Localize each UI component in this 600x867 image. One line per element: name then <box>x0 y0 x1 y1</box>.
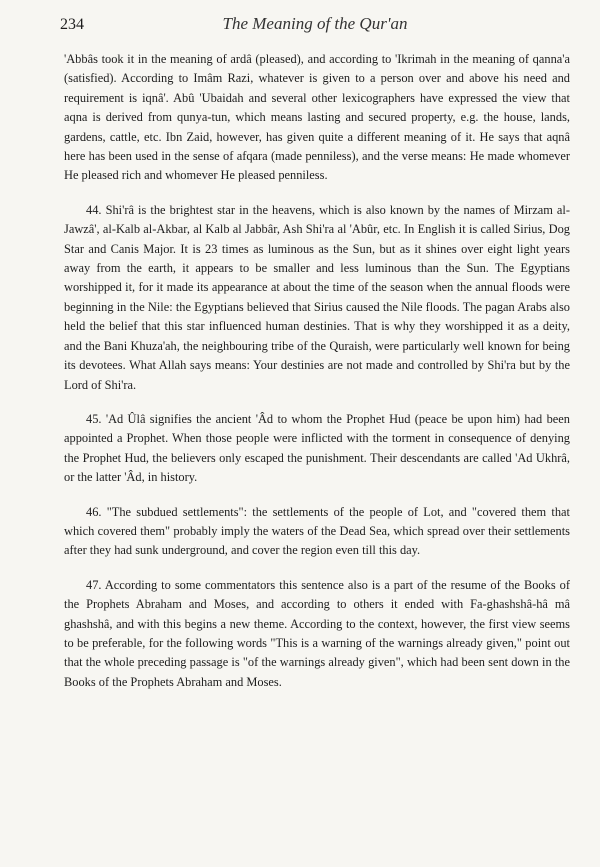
note-44: 44. Shi'râ is the brightest star in the heavens, which is also known by the names of Mirzam al- Jawzâ', al-Kalb al-Akbar, al Kalb al Jabbâr, Ash Shi'ra al 'Abûr, etc. In English it is called Sirius, Dog Star and Canis Major. It is 23 times as luminous as the Sun, but as it shines over eight light years away from the earth, it appears to be smaller and less luminous than the Sun. The Egyptians worshipped it, for it made its appearance at about the time of the season when the annual floods were beginning in the Nile: the Egyptians believed that Sirius caused the Nile floods. The pagan Arabs also held the belief that this star influenced human destinies. That is why they worshipped it as a deity, and the Bani Khuza'ah, the neighbouring tribe of the Quraish, were particularly well known for being its devotees. What Allah says means: Your destinies are not made and controlled by Shi'ra but by the Lord of Shi'ra. <box>64 202 570 392</box>
note-46: 46. "The subdued settlements": the settlements of the people of Lot, and "covered them that which covered them" probably imply the waters of the Dead Sea, which spread over their settlements after they had sunk underground, and cover the region even till this day. <box>64 504 570 558</box>
paragraph-continuation: 'Abbâs took it in the meaning of ardâ (pleased), and according to 'Ikrimah in the meaning of qanna'a (satisfied). According to Imâm Razi, whatever is given to a person over and above his need and requirement is iqnâ'. Abû 'Ubaidah and several other lexicographers have expressed the view that aqna is derived from qunya-tun, which means lasting and secured property, e.g. the house, lands, gardens, cattle, etc. Ibn Zaid, however, has given quite a different meaning of it. He says that aqnâ here has been used in the sense of afqara (made penniless), and the verse means: He made whomever He pleased rich and whomever He pleased penniless. <box>64 52 570 183</box>
page-number: 234 <box>60 16 84 33</box>
running-title: The Meaning of the Qur'an <box>222 14 408 33</box>
note-45: 45. 'Ad Ûlâ signifies the ancient 'Âd to whom the Prophet Hud (peace be upon him) had been appointed a Prophet. When those people were inflicted with the torment in consequence of denying the Prophet Hud, the believers only escaped the punishment. Their descendants are called 'Ad Ukhrâ, or the latter 'Âd, in history. <box>64 411 570 485</box>
page-body <box>64 50 570 692</box>
page-header <box>60 12 570 36</box>
note-47: 47. According to some commentators this sentence also is a part of the resume of the Books of the Prophets Abraham and Moses, and according to others it ended with Fa-ghashshâ-hâ mâ ghashshâ, and with this begins a new theme. According to the context, however, the first view seems to be preferable, for the following words "This is a warning of the warnings already given," point out that the whole preceding passage is "of the warnings already given", which had been sent down in the Books of the Prophets Abraham and Moses. <box>64 577 570 689</box>
